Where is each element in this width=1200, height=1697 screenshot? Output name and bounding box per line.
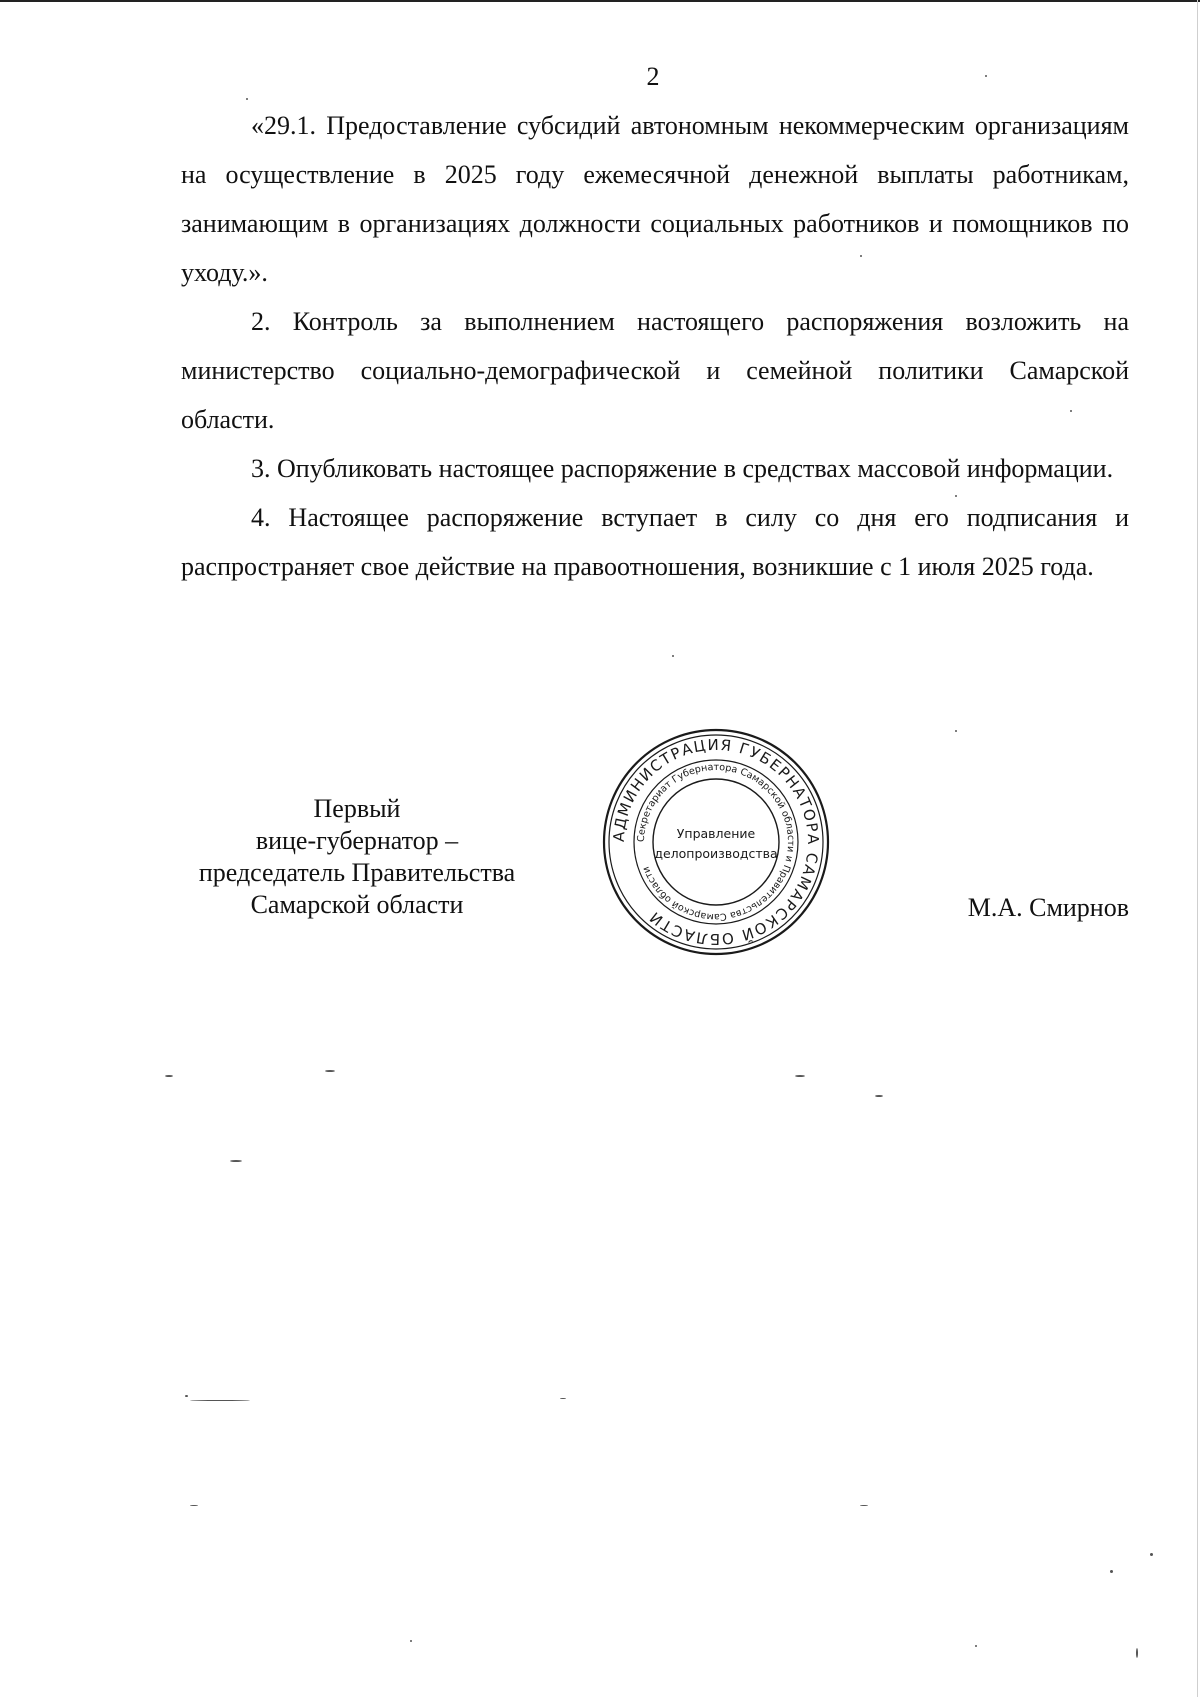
scan-speck: [985, 75, 987, 77]
scan-speck: [955, 495, 957, 497]
scan-speck: [860, 255, 862, 257]
scan-speck: [975, 1645, 977, 1647]
scan-speck: [1070, 410, 1072, 412]
scan-speck: [560, 1398, 566, 1399]
stamp-inner-text: Секретариат Губернатора Самарской области и Правительства Самарской области: [635, 761, 797, 923]
signatory-position: [181, 793, 533, 921]
stamp-outer-text: АДМИНИСТРАЦИЯ ГУБЕРНАТОРА САМАРСКОЙ ОБЛАСТИ: [609, 735, 823, 949]
scan-speck: [672, 655, 674, 657]
stamp-inner-ring: [653, 779, 779, 905]
signatory-name: М.А. Смирнов: [967, 893, 1129, 922]
scan-speck: [185, 1395, 188, 1397]
scan-speck: [230, 1160, 242, 1162]
position-line: Первый: [313, 794, 401, 823]
scan-speck: [190, 1400, 250, 1401]
scan-speck: [860, 1505, 868, 1506]
position-line: председатель Правительства: [198, 858, 516, 887]
position-line: Самарской области: [250, 890, 464, 919]
page-number: 2: [646, 62, 660, 91]
stamp-middle-ring: [634, 760, 798, 924]
scan-speck: [325, 1070, 335, 1072]
scan-speck: [165, 1075, 173, 1077]
scan-top-border: [0, 0, 1200, 2]
paragraph-2: 2. Контроль за выполнением настоящего распоряжения возложить на министерство социально-демографической и семейной политики Самарской области.: [181, 307, 1129, 434]
scan-speck: [875, 1095, 883, 1097]
paragraph-4: 4. Настоящее распоряжение вступает в силу со дня его подписания и распространяет свое действие на правоотношения, возникшие с 1 июля 2025 года.: [181, 503, 1129, 581]
scan-speck: [955, 730, 957, 732]
stamp-center-line-1: Управление: [676, 826, 756, 841]
scan-speck: [410, 1640, 412, 1642]
stamp-center-line-2: делопроизводства: [654, 846, 778, 861]
scan-speck: [1136, 1648, 1138, 1658]
scan-speck: [795, 1075, 805, 1077]
paragraph-3: 3. Опубликовать настоящее распоряжение в средствах массовой информации.: [251, 454, 1114, 483]
scan-speck: [1150, 1553, 1153, 1556]
scan-speck: [190, 1505, 198, 1506]
paragraph-29-1: «29.1. Предоставление субсидий автономным некоммерческим организациям на осуществление в 2025 году ежемесячной денежной выплаты работникам, занимающим в организациях должности социальных работников и помощников по уходу.».: [181, 111, 1129, 287]
position-line: вице-губернатор –: [255, 826, 459, 855]
scan-right-edge: [1197, 0, 1198, 1697]
official-stamp: [600, 726, 832, 958]
scan-speck: [1110, 1570, 1113, 1573]
document-body: [181, 101, 1129, 591]
scan-speck: [246, 98, 248, 100]
